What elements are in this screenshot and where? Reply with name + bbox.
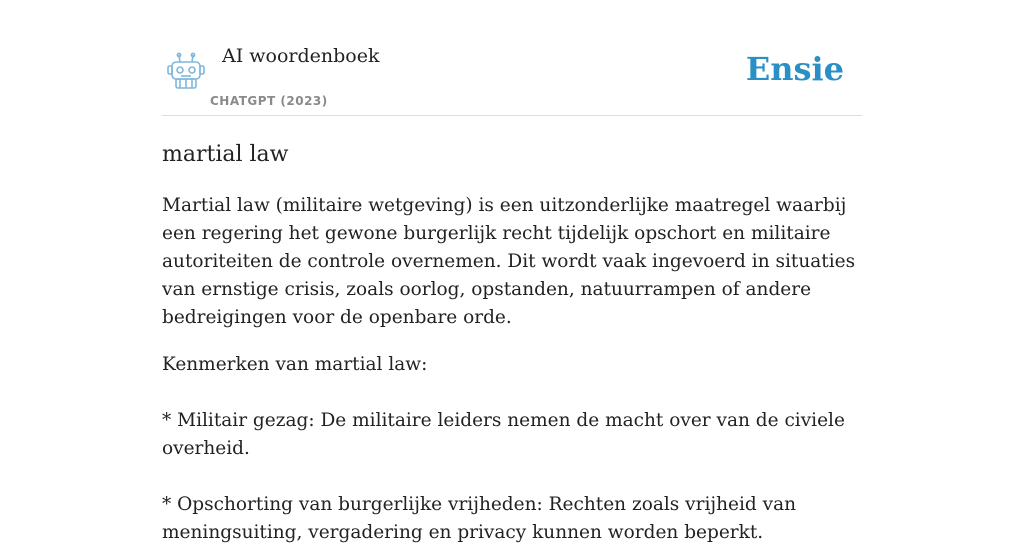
entry-term: martial law (162, 142, 289, 167)
entry-paragraph: * Militair gezag: De militaire leiders nemen de macht over van de civiele overheid. (162, 410, 845, 459)
ensie-logo[interactable]: Ensie (745, 50, 844, 88)
page (162, 0, 862, 547)
site-header (162, 0, 862, 116)
source-label: CHATGPT (2023) (210, 94, 328, 108)
robot-icon (166, 52, 206, 90)
entry-paragraph: Kenmerken van martial law: (162, 354, 428, 375)
entry-paragraph: Martial law (militaire wetgeving) is een uitzonderlijke maatregel waarbij een regering het gewone burgerlijk recht tijdelijk opschort en militaire autoriteiten de controle overnemen. Dit wordt vaak ingevoerd in situaties van ernstige crisis, zoals oorlog, opstanden, natuurrampen of andere bedreigingen voor de openbare orde. (162, 195, 856, 328)
site-name[interactable]: AI woordenboek (222, 45, 380, 67)
entry-paragraph: * Opschorting van burgerlijke vrijheden: Rechten zoals vrijheid van meningsuiting, vergadering en privacy kunnen worden beperkt. (162, 494, 797, 543)
